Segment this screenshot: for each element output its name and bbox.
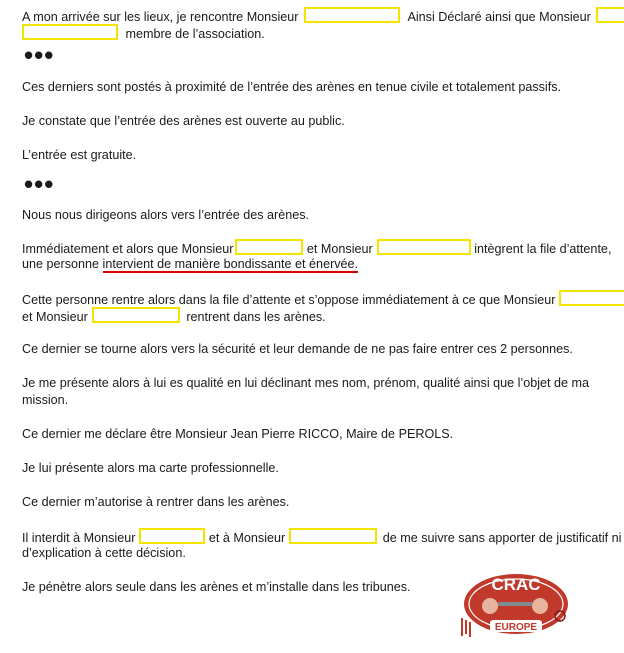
redaction-box xyxy=(235,239,303,255)
paragraph-carte: Je lui présente alors ma carte professionnelle. xyxy=(22,461,279,475)
paragraph-autorise: Ce dernier m’autorise à rentrer dans les arènes. xyxy=(22,495,290,509)
text-cette2-a: et Monsieur xyxy=(22,310,88,324)
ellipsis-marker: ••• xyxy=(24,169,55,199)
paragraph-cette-line2 xyxy=(22,307,326,326)
text-imm2-a: une personne xyxy=(22,257,100,271)
redaction-box xyxy=(92,307,180,323)
text-imm-a: Immédiatement et alors que Monsieur xyxy=(22,242,234,256)
ellipsis-marker: ••• xyxy=(24,40,55,70)
paragraph-immediatement-line2 xyxy=(22,256,358,273)
paragraph-arrival-line2 xyxy=(22,24,265,43)
crac-europe-logo xyxy=(460,568,572,643)
paragraph-declare: Ce dernier me déclare être Monsieur Jean Pierre RICCO, Maire de PEROLS. xyxy=(22,427,454,441)
paragraph-interdit-line2: d’explication à cette décision. xyxy=(22,546,186,560)
text-imm-c: intègrent la file d’attente, xyxy=(474,242,612,256)
paragraph-presente-line1: Je me présente alors à lui es qualité en lui déclinant mes nom, prénom, qualité ainsi que l’objet de ma xyxy=(22,376,590,390)
text-interdit-c: de me suivre sans apporter de justificatif ni xyxy=(382,531,622,545)
text-interdit-a: Il interdit à Monsieur xyxy=(22,531,136,545)
redaction-box xyxy=(377,239,471,255)
text-cette-a: Cette personne rentre alors dans la file d’attente et s’oppose immédiatement à ce que Monsieur xyxy=(22,293,556,307)
text-interdit-b: et à Monsieur xyxy=(208,531,286,545)
paragraph-ouverte: Je constate que l’entrée des arènes est ouverte au public. xyxy=(22,114,345,128)
redaction-box xyxy=(304,7,400,23)
paragraph-penetre: Je pénètre alors seule dans les arènes et m’installe dans les tribunes. xyxy=(22,580,411,594)
logo-top-text: CRAC xyxy=(491,575,541,594)
underlined-text: intervient de manière bondissante et énervée. xyxy=(102,257,359,271)
logo-bottom-text: EUROPE xyxy=(494,622,538,633)
text-arrival-b: Ainsi Déclaré ainsi que Monsieur xyxy=(407,10,591,24)
redaction-box xyxy=(22,24,118,40)
paragraph-tourne: Ce dernier se tourne alors vers la sécurité et leur demande de ne pas faire entrer ces 2 personnes. xyxy=(22,342,573,356)
text-imm-b: et Monsieur xyxy=(306,242,373,256)
redaction-box xyxy=(289,528,377,544)
paragraph-postes: Ces derniers sont postés à proximité de l’entrée des arènes en tenue civile et totalement passifs. xyxy=(22,80,562,94)
text-cette2-b: rentrent dans les arènes. xyxy=(186,310,326,324)
redaction-box xyxy=(559,290,624,306)
crac-logo-graphic xyxy=(460,568,572,638)
redaction-box xyxy=(596,7,624,23)
text-arrival-a: A mon arrivée sur les lieux, je rencontre Monsieur xyxy=(22,10,299,24)
redaction-box xyxy=(139,528,205,544)
text-arrival-c: membre de l’association. xyxy=(125,27,265,41)
paragraph-presente-line2: mission. xyxy=(22,393,69,407)
paragraph-gratuite: L’entrée est gratuite. xyxy=(22,148,137,162)
paragraph-dirigeons: Nous nous dirigeons alors vers l’entrée des arènes. xyxy=(22,208,310,222)
